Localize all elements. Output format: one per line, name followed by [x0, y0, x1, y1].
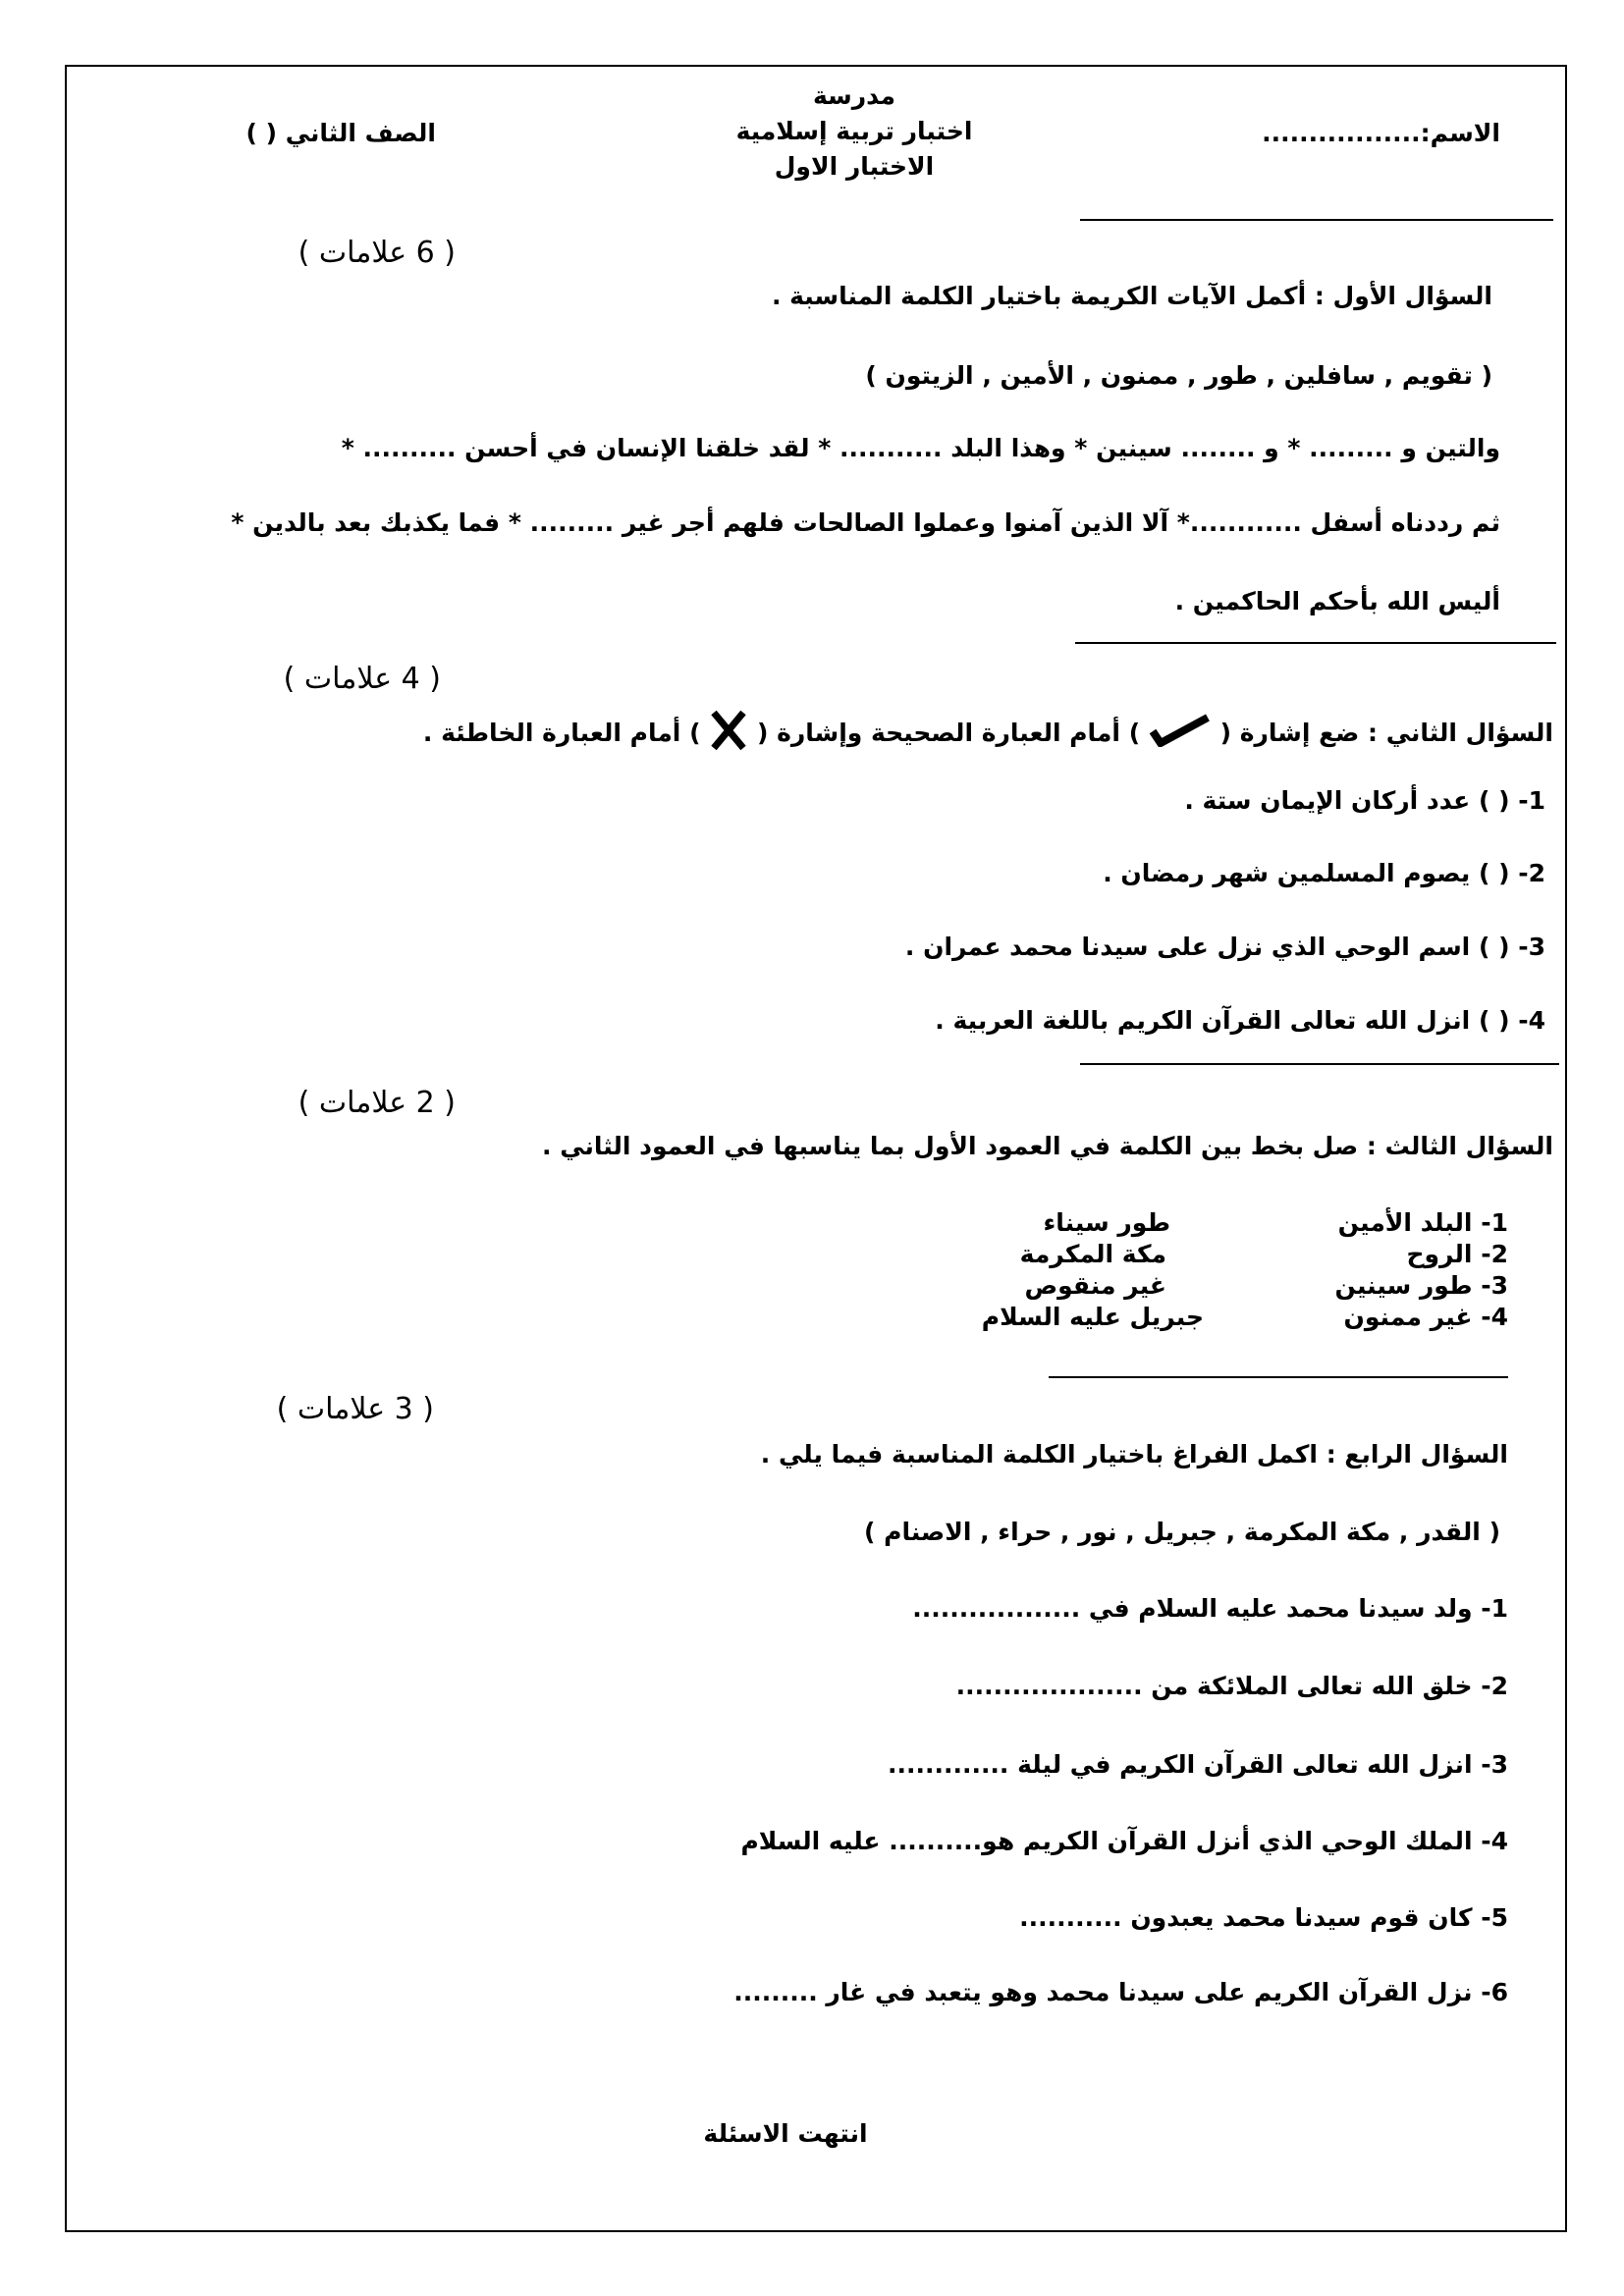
q4-item-1[interactable]: 1- ولد سيدنا محمد عليه السلام في .................. [912, 1594, 1508, 1623]
q4-item-2[interactable]: 2- خلق الله تعالى الملائكة من .................... [955, 1672, 1508, 1700]
q1-verse-line-1[interactable]: والتين و ......... * و ........ سينين * وهذا البلد ........... * لقد خلقنا الإنسان في أحسن .......... * [341, 434, 1500, 462]
q2-title [423, 709, 1553, 760]
q1-title: السؤال الأول : أكمل الآيات الكريمة باختيار الكلمة المناسبة . [771, 282, 1492, 310]
q1-verse-line-2[interactable]: ثم رددناه أسفل ............* آلا الذين آمنوا وعملوا الصالحات فلهم أجر غير ......... * فما يكذبك بعد بالدين * [231, 508, 1500, 537]
q3-col1-item[interactable]: 2- الروح [1406, 1240, 1508, 1268]
q1-verse-line-3: أليس الله بأحكم الحاكمين . [1174, 587, 1500, 615]
q2-item-4[interactable]: 4- ( ) انزل الله تعالى القرآن الكريم باللغة العربية . [935, 1006, 1545, 1035]
grade-label: الصف الثاني ( ) [245, 119, 436, 147]
exam-title: اختبار تربية إسلامية [735, 117, 973, 145]
x-mark-icon [709, 709, 748, 760]
q2-title-part-b: ) أمام العبارة الصحيحة وإشارة ( [756, 719, 1141, 747]
school-label: مدرسة [812, 81, 896, 110]
q1-divider [1075, 642, 1556, 644]
q4-item-6[interactable]: 6- نزل القرآن الكريم على سيدنا محمد وهو يتعبد في غار ......... [733, 1978, 1508, 2006]
check-mark-icon [1149, 714, 1212, 755]
q3-divider [1049, 1376, 1508, 1378]
q3-col1-item[interactable]: 3- طور سينين [1334, 1271, 1508, 1300]
q2-title-part-c: ) أمام العبارة الخاطئة . [422, 719, 701, 747]
q3-col2-item[interactable]: غير منقوص [1024, 1271, 1166, 1300]
q3-column-1 [1334, 1207, 1508, 1333]
q3-title: السؤال الثالث : صل بخط بين الكلمة في العمود الأول بما يناسبها في العمود الثاني . [542, 1132, 1553, 1160]
q2-item-2[interactable]: 2- ( ) يصوم المسلمين شهر رمضان . [1103, 859, 1545, 887]
exam-subtitle: الاختبار الاول [774, 152, 935, 181]
q2-item-1[interactable]: 1- ( ) عدد أركان الإيمان ستة . [1184, 786, 1545, 815]
student-name-field[interactable]: الاسم:................. [1262, 119, 1500, 147]
q4-item-3[interactable]: 3- انزل الله تعالى القرآن الكريم في ليلة ............. [887, 1750, 1508, 1779]
q3-col1-item[interactable]: 1- البلد الأمين [1337, 1208, 1508, 1237]
q3-col2-item[interactable]: جبريل عليه السلام [981, 1303, 1204, 1331]
end-of-questions: انتهت الاسئلة [703, 2119, 868, 2148]
header-divider [1080, 219, 1553, 221]
q4-word-bank: ( القدر , مكة المكرمة , جبريل , نور , حراء , الاصنام ) [864, 1518, 1500, 1546]
q1-word-bank: ( تقويم , سافلين , طور , ممنون , الأمين , الزيتون ) [865, 361, 1492, 390]
q1-marks: ( 6 علامات ) [298, 236, 456, 270]
q4-marks: ( 3 علامات ) [276, 1392, 434, 1426]
q2-marks: ( 4 علامات ) [283, 662, 441, 696]
q3-col2-item[interactable]: مكة المكرمة [1019, 1240, 1166, 1268]
q4-item-4[interactable]: 4- الملك الوحي الذي أنزل القرآن الكريم هو.......... عليه السلام [740, 1827, 1508, 1855]
q2-title-part-a: السؤال الثاني : ضع إشارة ( [1219, 719, 1553, 747]
q2-divider [1080, 1063, 1559, 1065]
q3-marks: ( 2 علامات ) [298, 1086, 456, 1120]
q3-col1-item[interactable]: 4- غير ممنون [1343, 1303, 1508, 1331]
q3-column-2 [982, 1207, 1231, 1333]
q3-col2-item[interactable]: طور سيناء [1043, 1208, 1170, 1237]
q4-title: السؤال الرابع : اكمل الفراغ باختيار الكلمة المناسبة فيما يلي . [760, 1440, 1508, 1468]
q4-item-5[interactable]: 5- كان قوم سيدنا محمد يعبدون ........... [1019, 1903, 1508, 1932]
q2-item-3[interactable]: 3- ( ) اسم الوحي الذي نزل على سيدنا محمد عمران . [904, 933, 1545, 961]
